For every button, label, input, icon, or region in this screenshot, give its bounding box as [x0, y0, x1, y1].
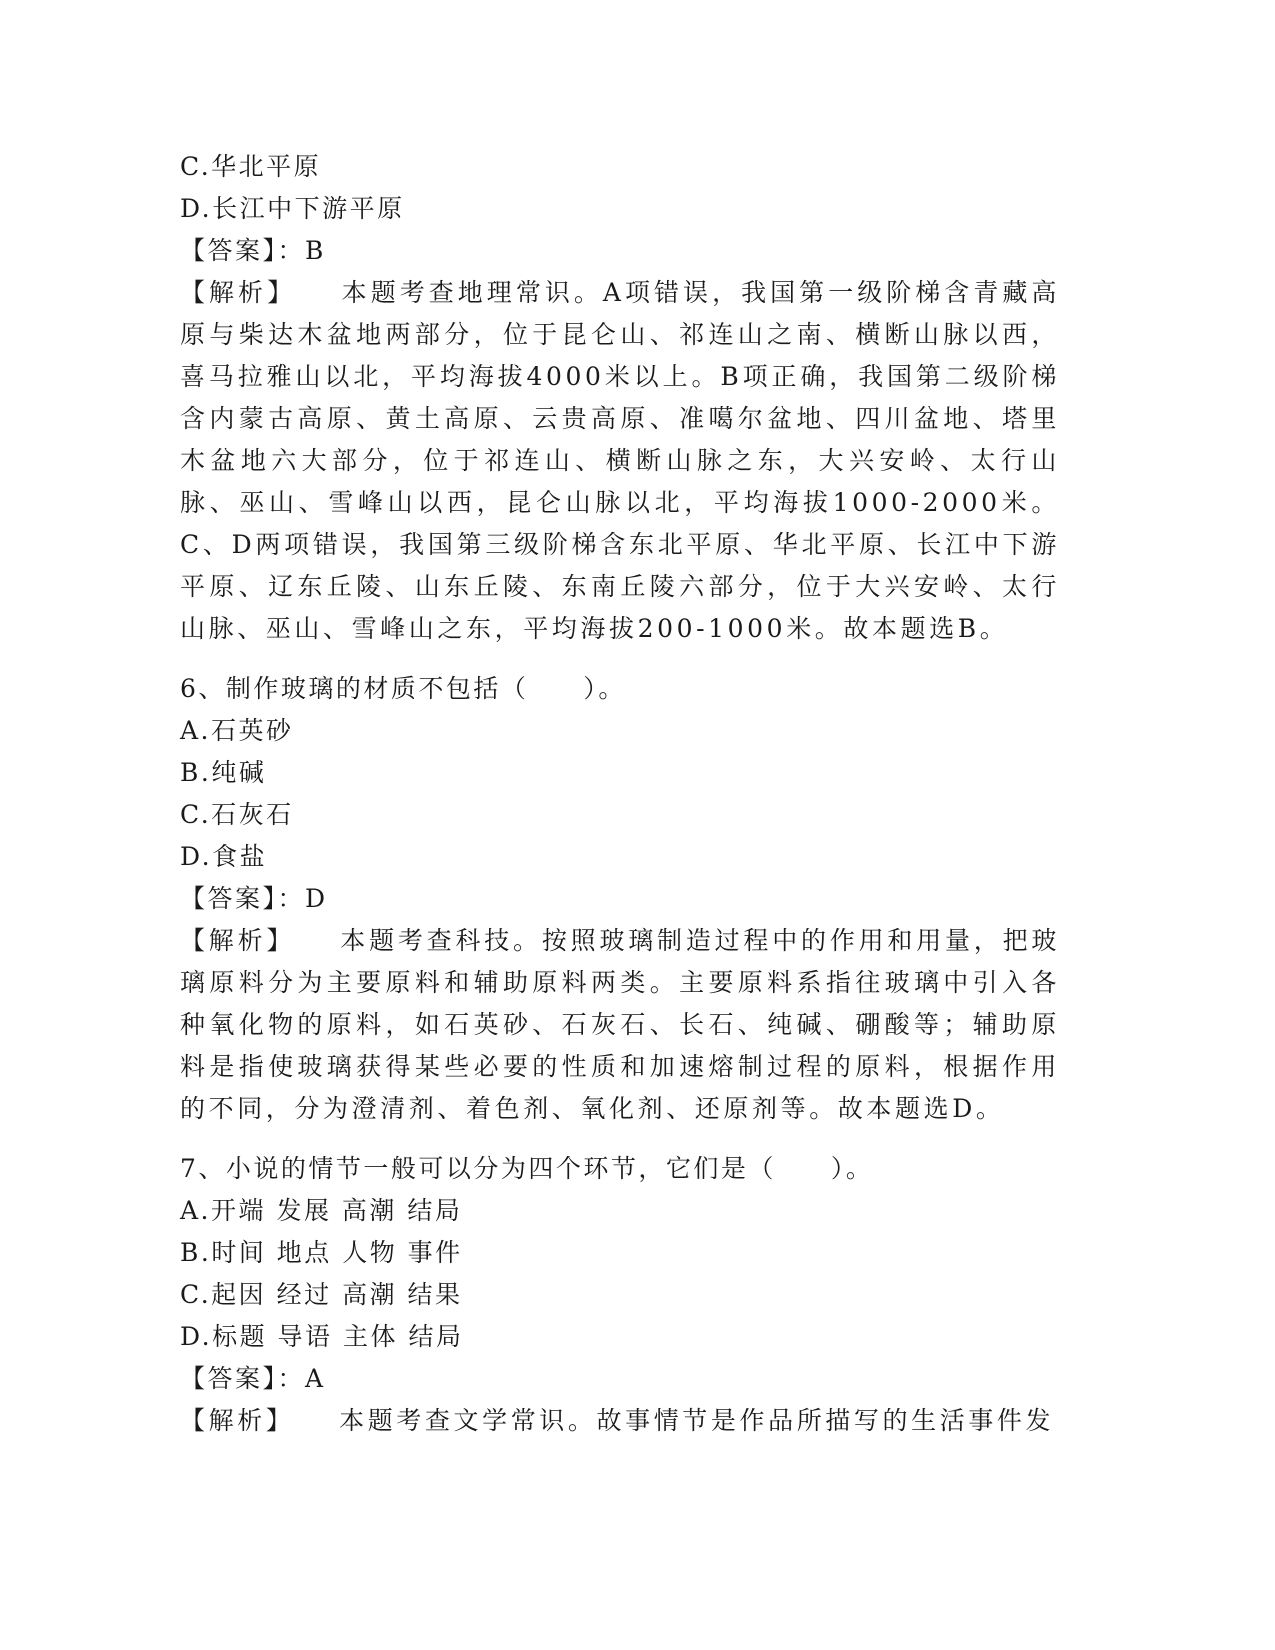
q5-option-c: C.华北平原	[180, 152, 322, 181]
q5-option-d: D.长江中下游平原	[180, 194, 405, 223]
q7-stem: 7、小说的情节一般可以分为四个环节，它们是（ ）。	[180, 1154, 874, 1183]
q7-option-a: A.开端 发展 高潮 结局	[180, 1196, 463, 1225]
q6-option-c: C.石灰石	[180, 800, 294, 829]
document-page	[180, 146, 1060, 1442]
q6-answer: 【答案】：D	[180, 884, 328, 913]
q6-analysis: 【解析】 本题考查科技。按照玻璃制造过程中的作用和用量，把玻璃原料分为主要原料和辅助原料两类。主要原料系指往玻璃中引入各种氧化物的原料，如石英砂、石灰石、长石、纯碱、硼酸等；辅助原料是指使玻璃获得某些必要的性质和加速熔制过程的原料，根据作用的不同，分为澄清剂、着色剂、氧化剂、还原剂等。故本题选D。	[180, 926, 1060, 1123]
q7-option-b: B.时间 地点 人物 事件	[180, 1238, 463, 1267]
q5-analysis: 【解析】 本题考查地理常识。A项错误，我国第一级阶梯含青藏高原与柴达木盆地两部分，位于昆仑山、祁连山之南、横断山脉以西，喜马拉雅山以北，平均海拔4000米以上。B项正确，我国第二级阶梯含内蒙古高原、黄土高原、云贵高原、准噶尔盆地、四川盆地、塔里木盆地六大部分，位于祁连山、横断山脉之东，大兴安岭、太行山脉、巫山、雪峰山以西，昆仑山脉以北，平均海拔1000-2000米。C、D两项错误，我国第三级阶梯含东北平原、华北平原、长江中下游平原、辽东丘陵、山东丘陵、东南丘陵六部分，位于大兴安岭、太行山脉、巫山、雪峰山之东，平均海拔200-1000米。故本题选B。	[180, 278, 1060, 643]
q7-option-c: C.起因 经过 高潮 结果	[180, 1280, 463, 1309]
q7-answer: 【答案】：A	[180, 1364, 326, 1393]
q7-option-d: D.标题 导语 主体 结局	[180, 1322, 464, 1351]
q6-stem: 6、制作玻璃的材质不包括（ ）。	[180, 674, 626, 703]
q5-answer: 【答案】：B	[180, 236, 326, 265]
q6-option-d: D.食盐	[180, 842, 268, 871]
q7-analysis: 【解析】 本题考查文学常识。故事情节是作品所描写的生活事件发	[180, 1406, 1055, 1435]
q6-option-a: A.石英砂	[180, 716, 294, 745]
q6-option-b: B.纯碱	[180, 758, 267, 787]
